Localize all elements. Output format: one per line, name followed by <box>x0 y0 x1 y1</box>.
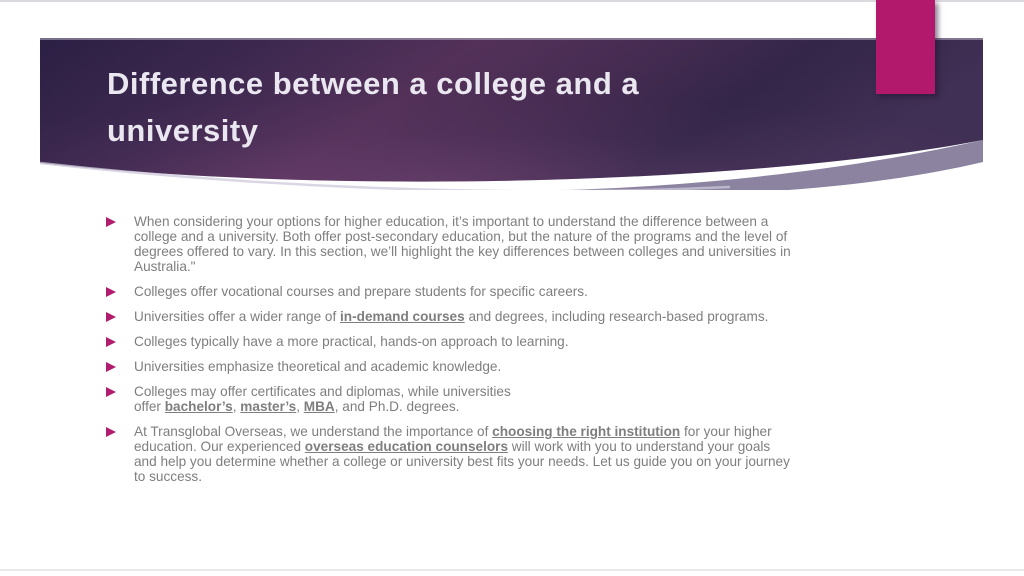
bullet-triangle-icon <box>106 337 116 347</box>
bottom-border-line <box>0 569 1024 571</box>
text-segment: , <box>296 399 304 414</box>
bullet-triangle-icon <box>106 387 116 397</box>
text-segment: , and Ph.D. degrees. <box>334 399 460 414</box>
text-segment: Colleges may offer certificates and diplomas, while universities <box>134 384 511 399</box>
top-border-line <box>0 0 1024 2</box>
inline-link[interactable]: choosing the right institution <box>492 424 681 439</box>
bullet-text <box>134 334 796 349</box>
bullet-triangle-icon <box>106 287 116 297</box>
bullet-text <box>134 284 796 299</box>
text-segment: Universities offer a wider range of <box>134 309 341 324</box>
bullet-text <box>134 359 796 374</box>
accent-rectangle <box>876 0 935 94</box>
text-segment: for your higher education. Our experienced <box>134 424 772 454</box>
bullet-item <box>106 424 806 484</box>
bullet-text <box>134 214 796 274</box>
inline-link[interactable]: bachelor’s <box>164 399 233 414</box>
bullet-list <box>106 214 806 494</box>
bullet-item <box>106 214 806 274</box>
inline-link[interactable]: MBA <box>303 399 335 414</box>
text-segment: At Transglobal Overseas, we understand the importance of <box>134 424 493 439</box>
text-segment: Colleges typically have a more practical, hands-on approach to learning. <box>134 334 569 349</box>
bullet-triangle-icon <box>106 312 116 322</box>
bullet-item <box>106 384 806 414</box>
bullet-text <box>134 384 796 414</box>
inline-link[interactable]: master’s <box>240 399 297 414</box>
text-segment: and degrees, including research-based programs. <box>464 309 769 324</box>
bullet-triangle-icon <box>106 427 116 437</box>
slide-title: Difference between a college and a university <box>107 66 640 148</box>
text-segment: Universities emphasize theoretical and academic knowledge. <box>134 359 502 374</box>
text-segment: , <box>232 399 241 414</box>
bullet-triangle-icon <box>106 362 116 372</box>
text-segment: offer <box>134 399 165 414</box>
bullet-triangle-icon <box>106 217 116 227</box>
bullet-item <box>106 334 806 349</box>
bullet-item <box>106 309 806 324</box>
bullet-item <box>106 284 806 299</box>
inline-link[interactable]: overseas education counselors <box>304 439 509 454</box>
text-segment: Colleges offer vocational courses and prepare students for specific careers. <box>134 284 588 299</box>
inline-link[interactable]: in-demand courses <box>340 309 465 324</box>
bullet-text <box>134 424 796 484</box>
bullet-text <box>134 309 796 324</box>
text-segment: will work with you to understand your goals and help you determine whether a college or university best fits your needs. Let us guide you on your journey to success. <box>134 439 790 484</box>
text-segment: When considering your options for higher education, it’s important to understand the difference between a college and a university. Both offer post-secondary education, but the nature of the programs and the level of degrees offered to vary. In this section, we’ll highlight the key differences between colleges and universities in Australia." <box>134 214 791 274</box>
bullet-item <box>106 359 806 374</box>
